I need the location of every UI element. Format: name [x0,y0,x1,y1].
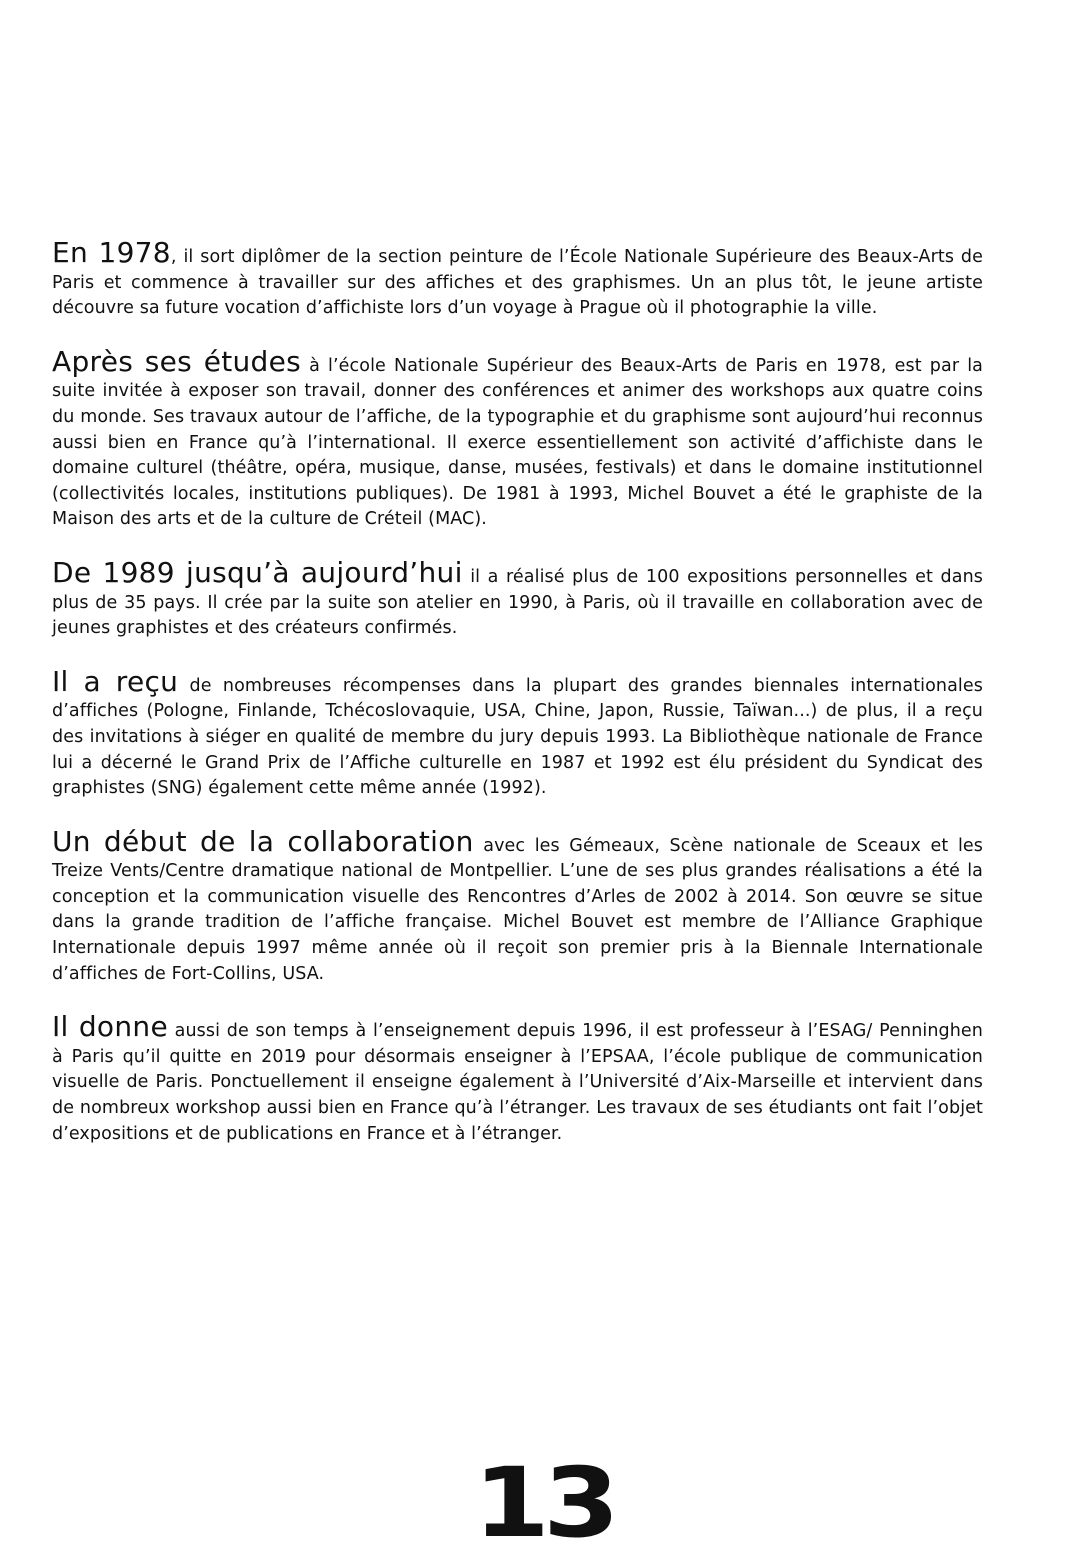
paragraph-6 [52,1010,983,1147]
paragraph-lead: En 1978 [52,236,171,269]
paragraph-5 [52,824,983,988]
paragraph-text: , il sort diplômer de la section peinture de l’École Nationale Supérieure des Beaux-Arts de Paris et commence à travailler sur des affiches et des graphismes. Un an plus tôt, le jeune artiste découvre sa future vocation d’affichiste lors d’un voyage à Prague où il photographie la ville. [52,247,984,319]
paragraph-text: de nombreuses récompenses dans la plupart des grandes biennales internationales d’affiches (Pologne, Finlande, Tchécoslovaquie, USA, Chine, Japon, Russie, Taïwan...) de plus, il a reçu des invitations à siéger en qualité de membre du jury depuis 1993. La Bibliothèque nationale de France lui a décerné le Grand Prix de l’Affiche culturelle en 1987 et 1992 est élu président du Syndicat des graphistes (SNG) également cette même année (1992). [52,675,983,799]
paragraph-lead: Il a reçu [52,664,179,698]
paragraph-lead: Après ses études [52,344,302,378]
article-body [52,236,984,1174]
paragraph-lead: Un début de la collaboration [52,824,474,858]
paragraph-text: aussi de son temps à l’enseignement depuis 1996, il est professeur à l’ESAG/ Penninghen à Paris qu’il quitte en 2019 pour désormais enseigner à l’EPSAA, l’école publique de communication visuelle de Paris. Ponctuellement il enseigne également à l’Université d’Aix-Marseille et intervient dans de nombreux workshop aussi bien en France qu’à l’étranger. Les travaux de ses étudiants ont fait l’objet d’expositions et de publications en France et à l’étranger. [52,1021,983,1144]
paragraph-4 [52,664,983,802]
paragraph-3 [52,555,983,642]
paragraph-text: il a réalisé plus de 100 expositions personnelles et dans plus de 35 pays. Il crée par la suite son atelier en 1990, à Paris, où il travaille en collaboration avec de jeunes graphistes et des créateurs confirmés. [52,566,983,639]
paragraph-1 [52,236,984,322]
paragraph-text: à l’école Nationale Supérieur des Beaux-Arts de Paris en 1978, est par la suite invitée à exposer son travail, donner des conférences et animer des workshops aux quatre coins du monde. Ses travaux autour de l’affiche, de la typographie et du graphisme sont aujourd’hui reconnus aussi bien en France qu’à l’international. Il exerce essentiellement son activité d’affichiste dans le domaine culturel (théâtre, opéra, musique, danse, musées, festivals) et dans le domaine institutionnel (collectivités locales, institutions publiques). De 1981 à 1993, Michel Bouvet a été le graphiste de la Maison des arts et de la culture de Créteil (MAC). [52,355,983,530]
paragraph-lead: Il donne [52,1010,168,1044]
page-number: 13 [473,1447,613,1559]
paragraph-text: avec les Gémeaux, Scène nationale de Sceaux et les Treize Vents/Centre dramatique national de Montpellier. L’une de ses plus grandes réalisations a été la conception et la communication visuelle des Rencontres d’Arles de 2002 à 2014. Son œuvre se situe dans la grande tradition de l’affiche française. Michel Bouvet est membre de l’Alliance Graphique Internationale depuis 1997 même année où il reçoit son premier pris à la Biennale Internationale d’affiches de Fort-Collins, USA. [52,835,983,984]
paragraph-2 [52,344,983,533]
paragraph-lead: De 1989 jusqu’à aujourd’hui [52,555,463,589]
